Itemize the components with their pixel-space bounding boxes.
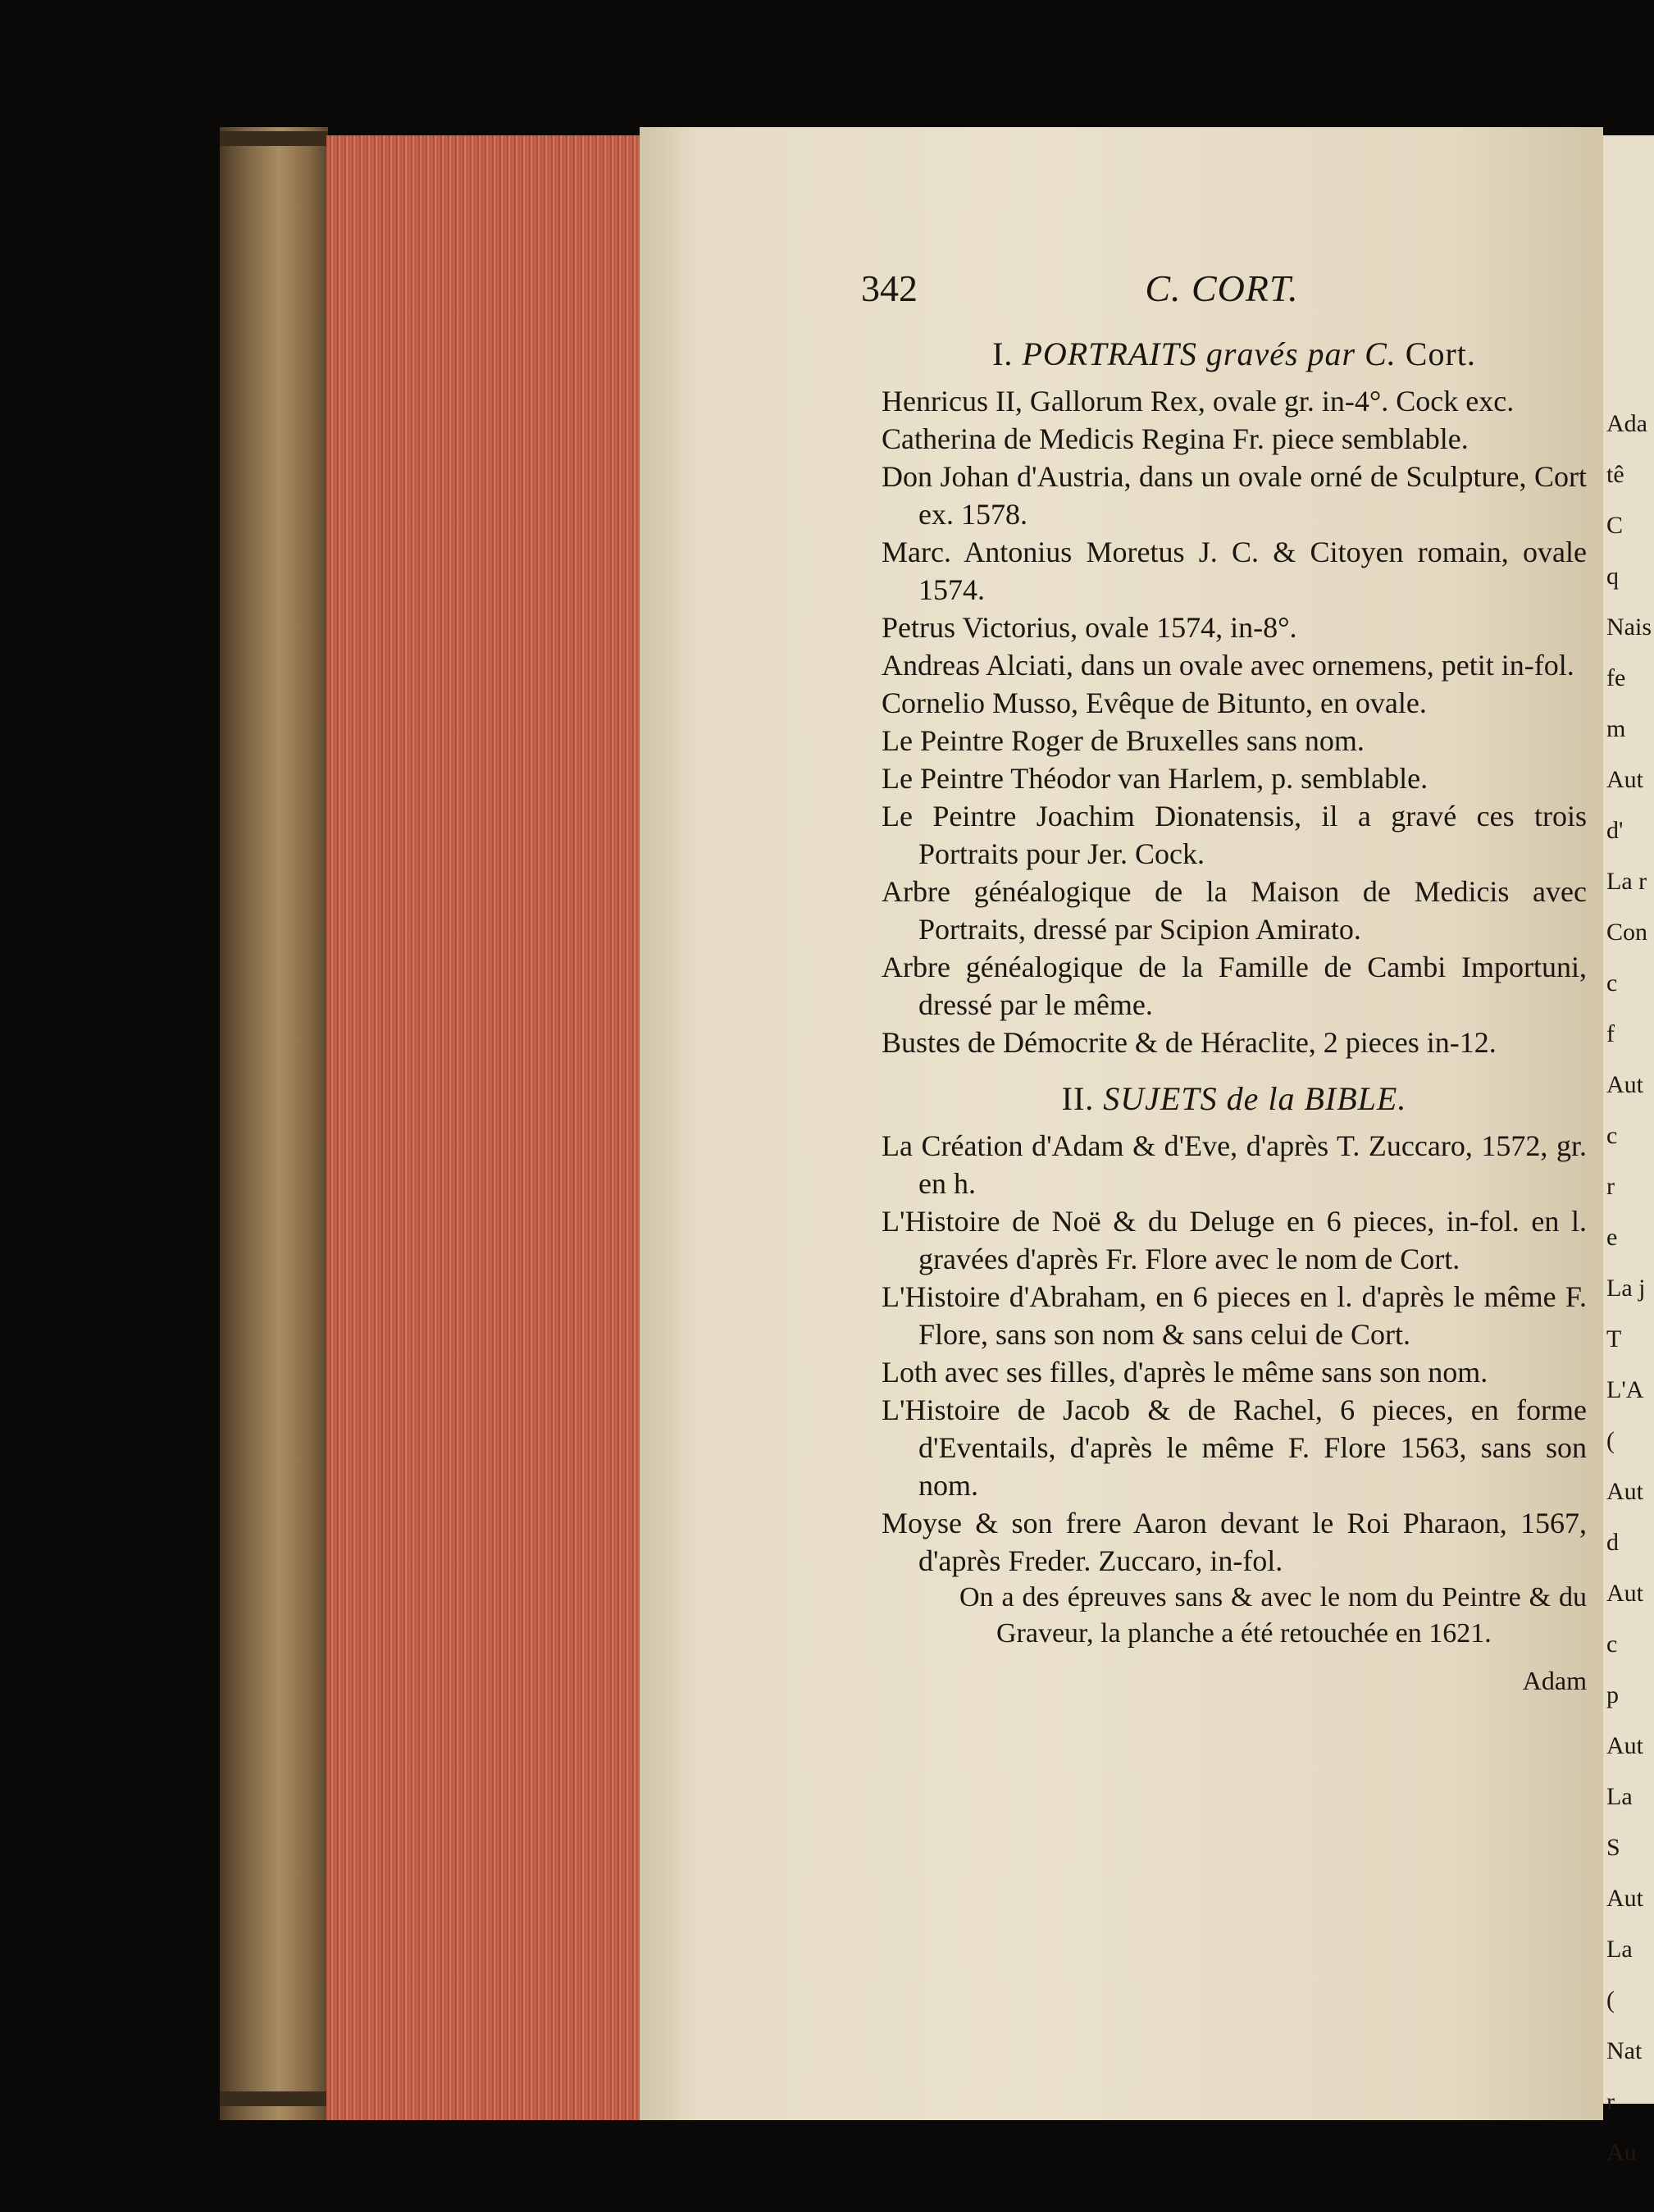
next-page-text-fragment: (: [1606, 1427, 1615, 1454]
next-page-text-fragment: S: [1606, 1834, 1620, 1861]
next-page-text-fragment: c: [1606, 969, 1618, 997]
next-page-text-fragment: L'A: [1606, 1376, 1644, 1403]
next-page-text-fragment: Aut: [1606, 1580, 1643, 1607]
next-page-text-fragment: r: [1606, 1173, 1615, 1200]
next-page-text-fragment: f: [1606, 1020, 1615, 1047]
next-page-text-fragment: Aut: [1606, 1071, 1643, 1098]
catalog-entry: Cornelio Musso, Evêque de Bitunto, en ovale.: [882, 686, 1427, 719]
next-page-text-fragment: q: [1606, 563, 1619, 590]
catalog-entry: Arbre généalogique de la Famille de Cambi Importuni, dressé par le même.: [882, 951, 1587, 1021]
catalog-entry: L'Histoire d'Abraham, en 6 pieces en l. d'après le même F. Flore, sans son nom & sans celui de Cort.: [882, 1280, 1587, 1351]
next-page-text-fragment: p: [1606, 1681, 1619, 1708]
catchword: Adam: [1522, 1666, 1587, 1695]
spine-band: [220, 131, 328, 146]
next-page-fragment: [1603, 135, 1654, 2166]
next-page-text-fragment: La: [1606, 1783, 1633, 1810]
book-spine: [220, 127, 328, 2120]
page-edges: [326, 135, 640, 2120]
next-page-text-fragment: c: [1606, 1122, 1618, 1149]
next-page-text-fragment: Aut: [1606, 1732, 1643, 1759]
page-number: 342: [861, 267, 918, 309]
catalog-entry: Bustes de Démocrite & de Héraclite, 2 pieces in-12.: [882, 1026, 1497, 1059]
next-page-text-fragment: c: [1606, 1630, 1618, 1658]
spine-band: [220, 2091, 328, 2106]
next-page-text-fragment: Aut: [1606, 1478, 1643, 1505]
running-title: C. CORT.: [1145, 267, 1299, 309]
next-page-text-fragment: Nat: [1606, 2037, 1643, 2064]
catalog-entry: Petrus Victorius, ovale 1574, in-8°.: [882, 611, 1297, 644]
catalog-entry: Moyse & son frere Aaron devant le Roi Pharaon, 1567, d'après Freder. Zuccaro, in-fol.: [882, 1507, 1587, 1577]
section-title: I. PORTRAITS gravés par C. Cort.: [992, 335, 1476, 372]
catalog-entry: Le Peintre Joachim Dionatensis, il a gravé ces trois Portraits pour Jer. Cock.: [882, 800, 1587, 870]
catalog-entry: Don Johan d'Austria, dans un ovale orné de Sculpture, Cort ex. 1578.: [882, 460, 1587, 531]
next-page-text-fragment: tê: [1606, 461, 1624, 488]
next-page-text-fragment: Ada: [1606, 410, 1647, 437]
next-page-text-fragment: d': [1606, 817, 1624, 844]
next-page-text-fragment: m: [1606, 715, 1626, 742]
page-header: [861, 267, 1583, 324]
next-page-text-fragment: La j: [1606, 1275, 1646, 1302]
catalog-entry: Loth avec ses filles, d'après le même sans son nom.: [882, 1356, 1488, 1389]
catalog-entry: Henricus II, Gallorum Rex, ovale gr. in-4°. Cock exc.: [882, 385, 1515, 417]
next-page-text-fragment: d: [1606, 1529, 1619, 1556]
catalog-entry: Catherina de Medicis Regina Fr. piece semblable.: [882, 422, 1469, 455]
catalog-entry: Le Peintre Roger de Bruxelles sans nom.: [882, 724, 1365, 757]
catalog-entry: Andreas Alciati, dans un ovale avec ornemens, petit in-fol.: [882, 649, 1574, 682]
book-page: [640, 127, 1603, 2120]
catalog-entry: L'Histoire de Noë & du Deluge en 6 pieces, in-fol. en l. gravées d'après Fr. Flore avec le nom de Cort.: [882, 1205, 1587, 1275]
catalog-entry: La Création d'Adam & d'Eve, d'après T. Zuccaro, 1572, gr. en h.: [882, 1129, 1587, 1200]
catalog-entry: L'Histoire de Jacob & de Rachel, 6 pieces, en forme d'Eventails, d'après le même F. Flore 1563, sans son nom.: [882, 1393, 1587, 1502]
next-page-text-fragment: Nais: [1606, 613, 1652, 641]
next-page-text-fragment: T: [1606, 1325, 1622, 1352]
next-page-text-fragment: fe: [1606, 664, 1626, 691]
catalog-entry: Arbre généalogique de la Maison de Medicis avec Portraits, dressé par Scipion Amirato.: [882, 875, 1587, 946]
next-page-text-fragment: e: [1606, 1224, 1618, 1251]
next-page-text-fragment: Con: [1606, 919, 1648, 946]
text-block: [882, 328, 1587, 1701]
section-title: II. SUJETS de la BIBLE.: [1061, 1080, 1407, 1117]
next-page-text-fragment: Aut: [1606, 1885, 1643, 1912]
next-page-text-fragment: La: [1606, 1936, 1633, 1963]
next-page-text-fragment: Au: [1606, 2139, 1637, 2166]
next-page-text-fragment: r: [1606, 2088, 1615, 2115]
catalog-entry: Marc. Antonius Moretus J. C. & Citoyen romain, ovale 1574.: [882, 536, 1587, 606]
catalog-entry: Le Peintre Théodor van Harlem, p. semblable.: [882, 762, 1428, 795]
next-page-text-fragment: La r: [1606, 868, 1647, 895]
next-page-text-fragment: C: [1606, 512, 1624, 539]
editorial-note: On a des épreuves sans & avec le nom du Peintre & du Graveur, la planche a été retouchée en 1621.: [959, 1582, 1587, 1649]
next-page-text-fragment: (: [1606, 1986, 1615, 2014]
next-page-text-fragment: Aut: [1606, 766, 1643, 793]
